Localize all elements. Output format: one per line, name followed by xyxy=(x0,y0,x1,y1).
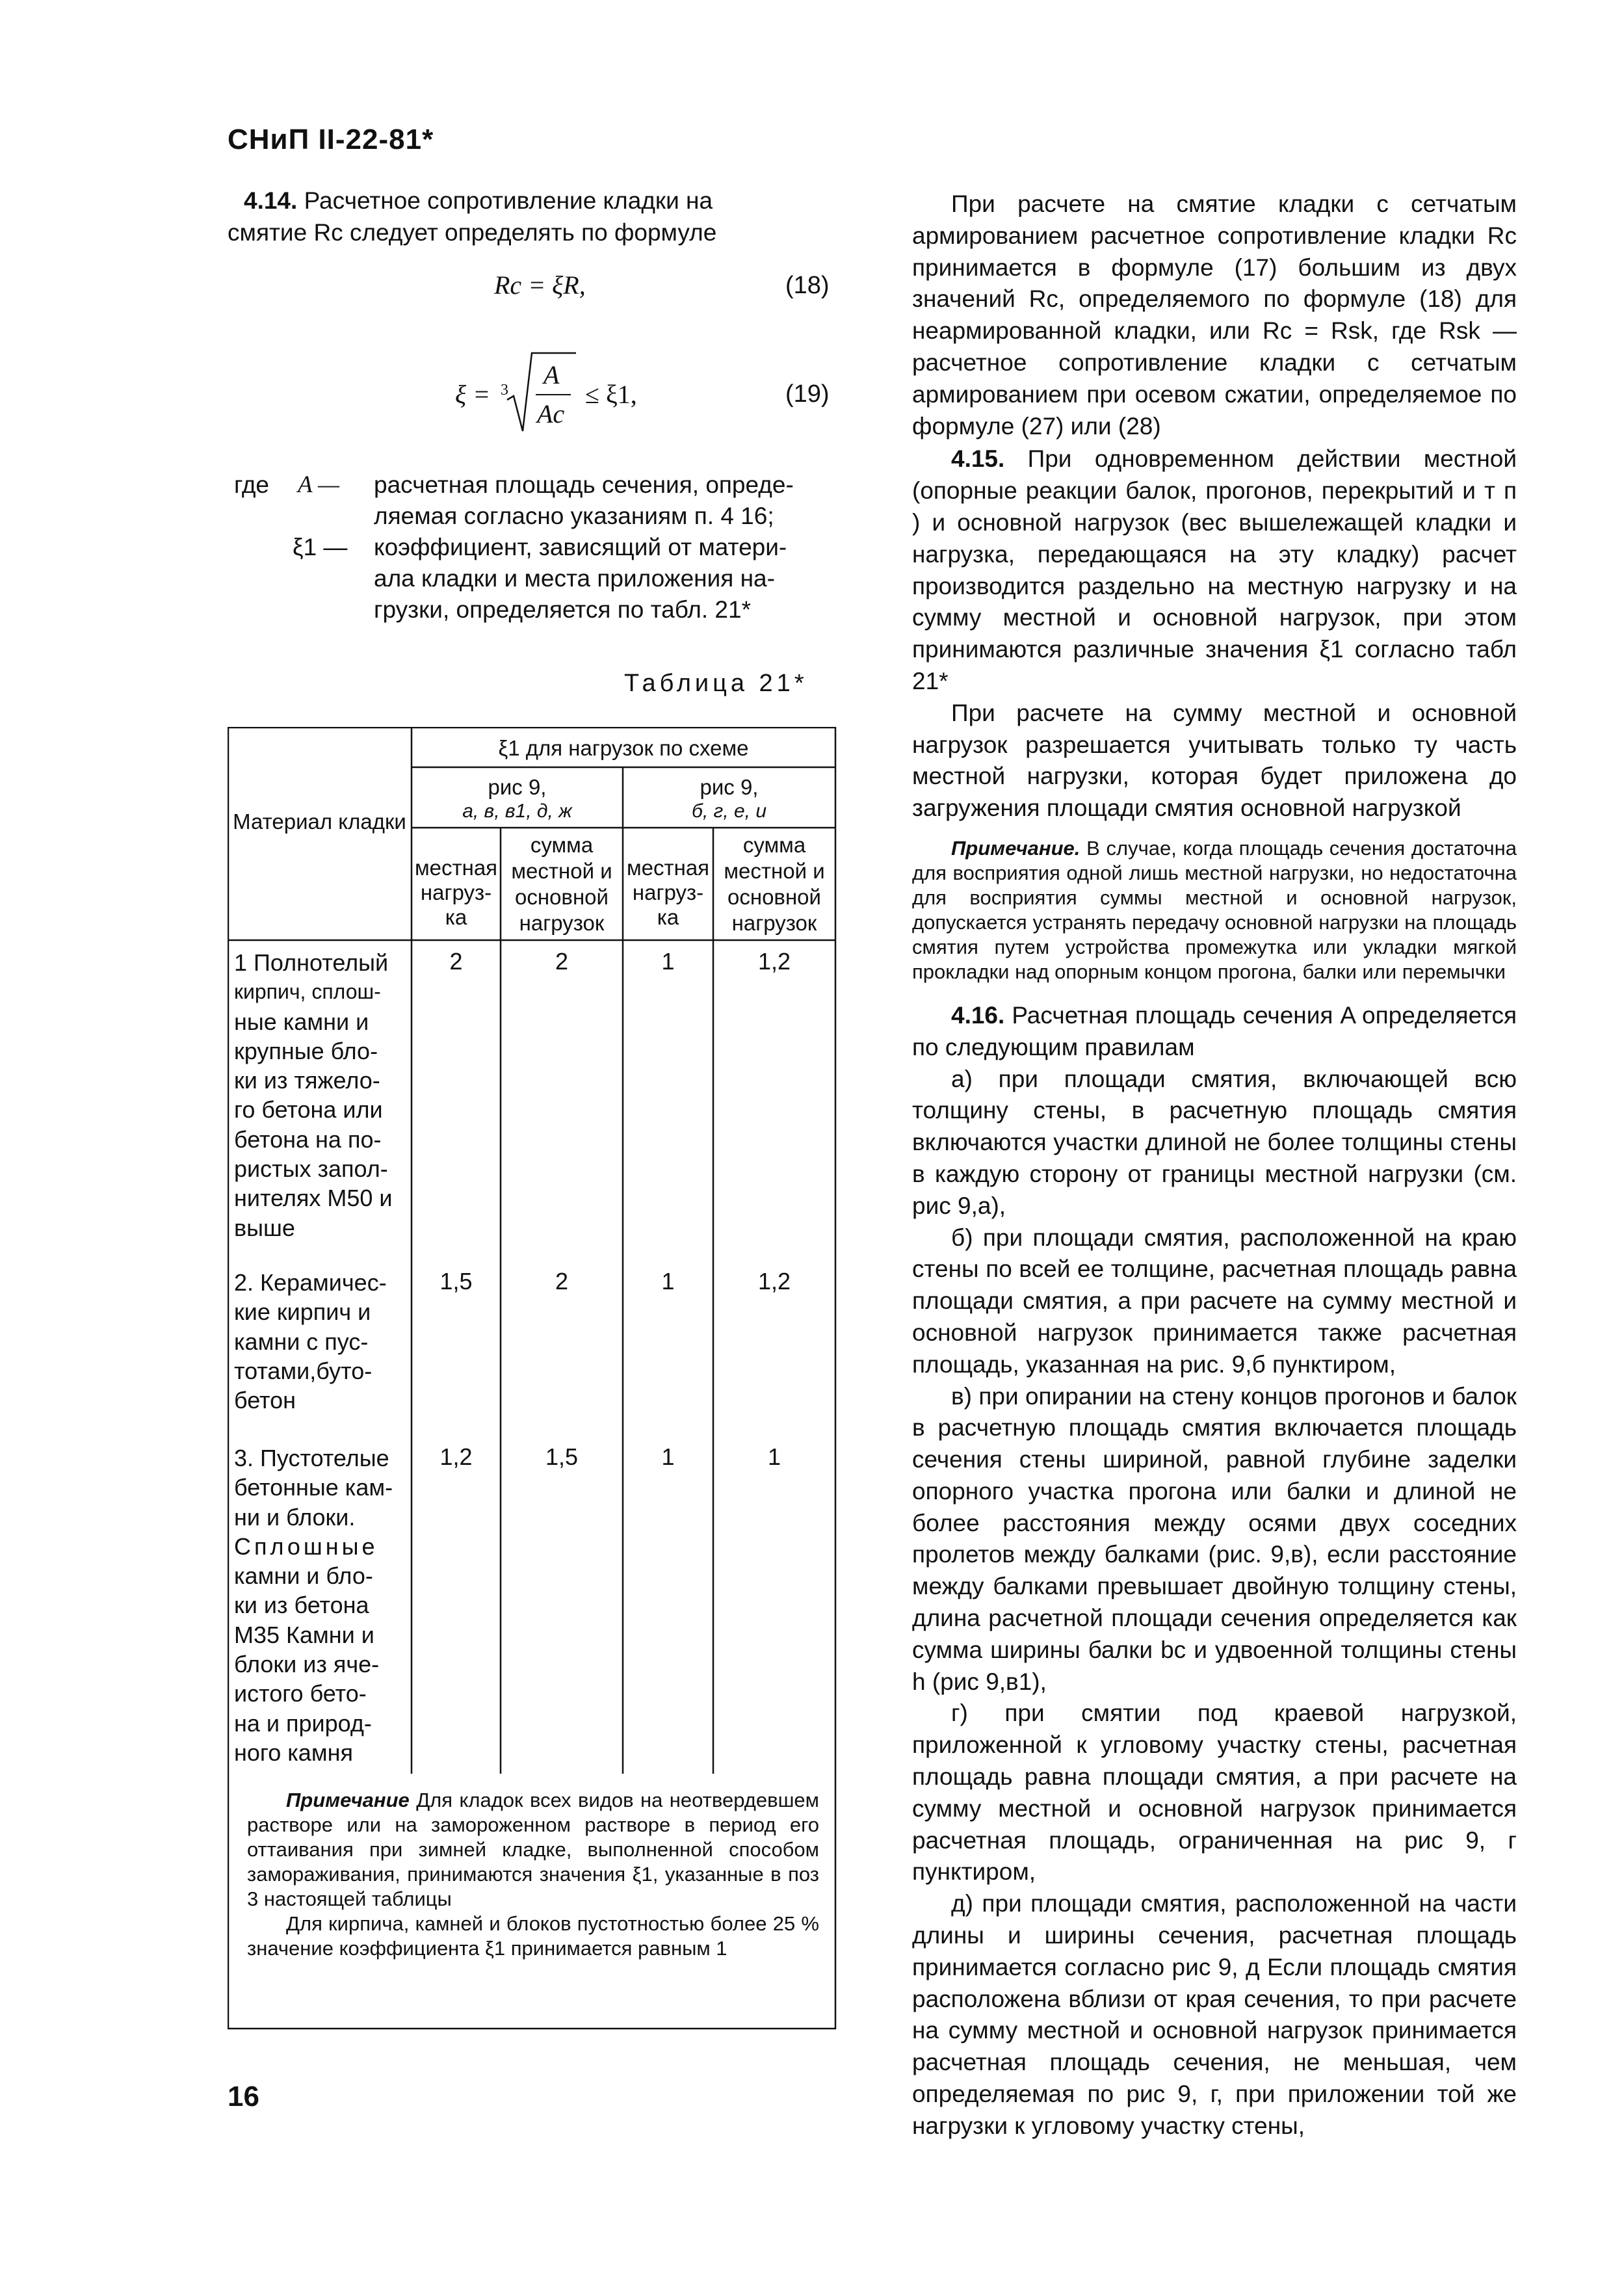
header-fig1 xyxy=(412,774,623,822)
material-line: го бетона или xyxy=(234,1096,383,1124)
table-note-text-1: Для кладок всех видов на неотвердевшем растворе или на замороженном растворе в период его оттаивания при зимней кладке, выполненной способом замораживания, принимаются значения ξ1, указанные в поз 3 настоящей таблицы xyxy=(247,1789,819,1910)
table-row-1-value-4: 1,2 xyxy=(757,948,791,975)
def-xi-line2: ала кладки и места приложения на- xyxy=(374,565,775,592)
table-note-text-2: Для кирпича, камней и блоков пустотностью более 25 % значение коэффициента ξ1 принимается равным 1 xyxy=(247,1912,819,1960)
header-sum-1: сумма местной и основной нагрузок xyxy=(511,833,612,935)
definitions xyxy=(228,469,839,638)
section-text: При одновременном действии местной (опорные реакции балок, прогонов, перекрытий и т п ) и основной нагрузок (вес вышележащей кладки и нагрузка, передающаяся на эту кладку) расчет производится раздельно на местную нагрузку и на сумму местной и основной нагрузок, при этом принимаются различные значения ξ1 согласно табл 21* xyxy=(912,445,1517,694)
rule-a: а) при площади смятия, включающей всю толщину стены, в расчетную площадь смятия включаются участки длиной не более толщины стены в каждую сторону от границы местной нагрузки (см. рис 9,а), xyxy=(912,1065,1517,1219)
table-21 xyxy=(228,727,837,2031)
formula-18: Rc = ξR, xyxy=(494,270,586,300)
section-4-16 xyxy=(912,1000,1517,1064)
formula-19-root-index: 3 xyxy=(501,382,508,399)
header-fig2-line1: рис 9, xyxy=(700,775,759,799)
header-fig2 xyxy=(623,774,835,822)
paragraph-reinforced: При расчете на смятие кладки с сетчатым армированием расчетное сопротивление кладки Rc принимается в формуле (17) большим из двух значений Rc, определяемого по формуле (18) для неармированной кладки, или Rc = Rsk, где Rsk — расчетное сопротивление кладки с сетчатым армированием при осевом сжатии, определяемое по формуле (27) или (28) xyxy=(912,191,1517,440)
def-A-symbol: A — xyxy=(298,471,340,498)
table-row-1-material xyxy=(234,948,408,1243)
material-line: бетона на по- xyxy=(234,1125,382,1153)
rule-b: б) при площади смятия, расположенной на краю стены по всей ее толщине, расчетная площадь равна площади смятия, а при расчете на сумму местной и основной нагрузок принимается также расчетная площадь, указанная на рис. 9,б пунктиром, xyxy=(912,1224,1517,1378)
def-xi-line3: грузки, определяется по табл. 21* xyxy=(374,596,751,623)
material-line: 3. Пустотелые xyxy=(234,1445,389,1471)
paragraph-sum-load: При расчете на сумму местной и основной нагрузок разрешается учитывать только ту часть местной нагрузки, которая будет приложена до загружения площади смятия основной нагрузкой xyxy=(912,699,1517,822)
def-xi-symbol: ξ1 — xyxy=(293,534,348,560)
note-label: Примечание. xyxy=(951,836,1080,860)
material-line: ного камня xyxy=(234,1739,353,1766)
table-note xyxy=(247,1788,819,1961)
right-note xyxy=(912,836,1517,984)
document-code: СНиП II-22-81* xyxy=(228,124,434,155)
section-number: 4.15. xyxy=(951,445,1005,473)
def-A-line1: расчетная площадь сечения, опреде- xyxy=(374,471,794,498)
formula-19-lhs: ξ = xyxy=(455,380,491,409)
material-line: Сплошные xyxy=(234,1532,378,1560)
header-sum-2: сумма местной и основной нагрузок xyxy=(724,833,825,935)
header-fig1-line2: а, в, в1, д, ж xyxy=(462,800,572,822)
material-line: бетонные кам- xyxy=(234,1474,393,1501)
table-row-3-value-1: 1,2 xyxy=(439,1443,473,1470)
section-number: 4.16. xyxy=(951,1001,1005,1029)
table-row-2-material xyxy=(234,1268,408,1415)
table-row-2-value-2: 2 xyxy=(555,1268,569,1295)
material-line: тотами,буто- xyxy=(234,1357,373,1384)
table-row-3-material xyxy=(234,1443,408,1767)
formula-19-number: (19) xyxy=(785,380,830,408)
header-local-1: местная нагруз-ка xyxy=(414,856,498,929)
section-number: 4.14. xyxy=(244,187,298,214)
section-4-15 xyxy=(912,443,1517,697)
table-row-2-value-1: 1,5 xyxy=(439,1268,473,1295)
table-row-1-value-1: 2 xyxy=(449,948,463,975)
material-line: ки из тяжело- xyxy=(234,1067,380,1094)
header-group: ξ1 для нагрузок по схеме xyxy=(498,736,749,760)
material-line: на и природ- xyxy=(234,1709,372,1737)
material-line: камни с пус- xyxy=(234,1328,369,1355)
section-text-line1: Расчетное сопротивление кладки на xyxy=(304,187,713,214)
where-label: где xyxy=(234,471,270,498)
table-row-3-value-3: 1 xyxy=(661,1443,675,1470)
table-row-2-value-4: 1,2 xyxy=(757,1268,791,1295)
material-line: 1 Полнотелый xyxy=(234,949,389,976)
material-line: истого бето- xyxy=(234,1680,367,1707)
header-local-2: местная нагруз-ка xyxy=(626,856,710,929)
formula-19-numerator: A xyxy=(544,360,560,389)
section-text-line2: смятие Rс следует определять по формуле xyxy=(228,218,717,246)
rule-g: г) при смятии под краевой нагрузкой, приложенной к угловому участку стены, расчетная площадь равна площади смятия, а при расчете на сумму местной и основной нагрузок принимается расчетная площадь, ограниченная на рис 9, г пунктиром, xyxy=(912,1700,1517,1886)
def-A-line2: ляемая согласно указаниям п. 4 16; xyxy=(374,503,774,529)
table-note-label: Примечание xyxy=(286,1789,410,1811)
material-line: кие кирпич и xyxy=(234,1298,371,1326)
rule-d: д) при площади смятия, расположенной на части длины и ширины сечения, расчетная площадь принимается согласно рис 9, д Если площадь смятия расположена вблизи от края сечения, то при расчете на сумму местной и основной нагрузок принимается расчетная площадь сечения, не меньшая, чем определяемая по рис 9, г, при приложении той же нагрузки к угловому участку стены, xyxy=(912,1890,1517,2139)
formula-19-denominator: Ac xyxy=(537,399,565,428)
page-number: 16 xyxy=(228,2081,259,2112)
material-line: крупные бло- xyxy=(234,1037,378,1064)
header-material: Материал кладки xyxy=(233,809,406,834)
formula-19 xyxy=(455,348,689,439)
material-line: ные камни и xyxy=(234,1008,369,1035)
table-row-1-value-2: 2 xyxy=(555,948,569,975)
table-row-1-value-3: 1 xyxy=(661,948,675,975)
table-row-3-value-2: 1,5 xyxy=(545,1443,579,1470)
material-line: ристых запол- xyxy=(234,1155,388,1183)
section-text: Расчетная площадь сечения A определяется по следующим правилам xyxy=(912,1001,1517,1060)
table-row-3-value-4: 1 xyxy=(767,1443,781,1470)
note-text: В случае, когда площадь сечения достаточна для восприятия одной лишь местной нагрузки, но недостаточна для восприятия суммы местной и основной нагрузок, допускается устранять передачу основной нагрузки на площадь смятия путем устройства промежутка или укладки мягкой прокладки над опорным концом прогона, балки или перемычки xyxy=(912,836,1517,983)
rule-v: в) при опирании на стену концов прогонов и балок в расчетную площадь смятия включается площадь сечения стены шириной, равной глубине заделки опорного участка прогона или балки и длиной не более расстояния между осями двух соседних пролетов между балками (рис. 9,в), если расстояние между балками превышает двойную толщину стены, длина расчетной площади сечения определяется как сумма ширины балки bc и удвоенной толщины стены h (рис 9,в1), xyxy=(912,1382,1517,1695)
material-line: блоки из яче- xyxy=(234,1651,380,1678)
material-line: выше xyxy=(234,1214,295,1241)
material-line: 2. Керамичес- xyxy=(234,1269,387,1296)
right-column xyxy=(912,189,1517,2142)
section-4-14 xyxy=(228,185,835,249)
material-line: бетон xyxy=(234,1387,296,1414)
table-caption: Таблица 21* xyxy=(624,670,808,697)
formula-18-number: (18) xyxy=(785,272,830,299)
material-line: нителях М50 и xyxy=(234,1185,393,1212)
def-xi-line1: коэффициент, зависящий от матери- xyxy=(374,534,787,560)
formula-19-rhs: ≤ ξ1, xyxy=(585,380,637,409)
table-row-2-value-3: 1 xyxy=(661,1268,675,1295)
header-fig1-line1: рис 9, xyxy=(488,775,547,799)
material-line: кирпич, сплош- xyxy=(234,980,381,1004)
material-line: ни и блоки. xyxy=(234,1503,356,1531)
material-line: камни и бло- xyxy=(234,1562,373,1590)
material-line: ки из бетона xyxy=(234,1592,369,1619)
header-fig2-line2: б, г, е, и xyxy=(691,800,767,822)
material-line: М35 Камни и xyxy=(234,1621,374,1648)
